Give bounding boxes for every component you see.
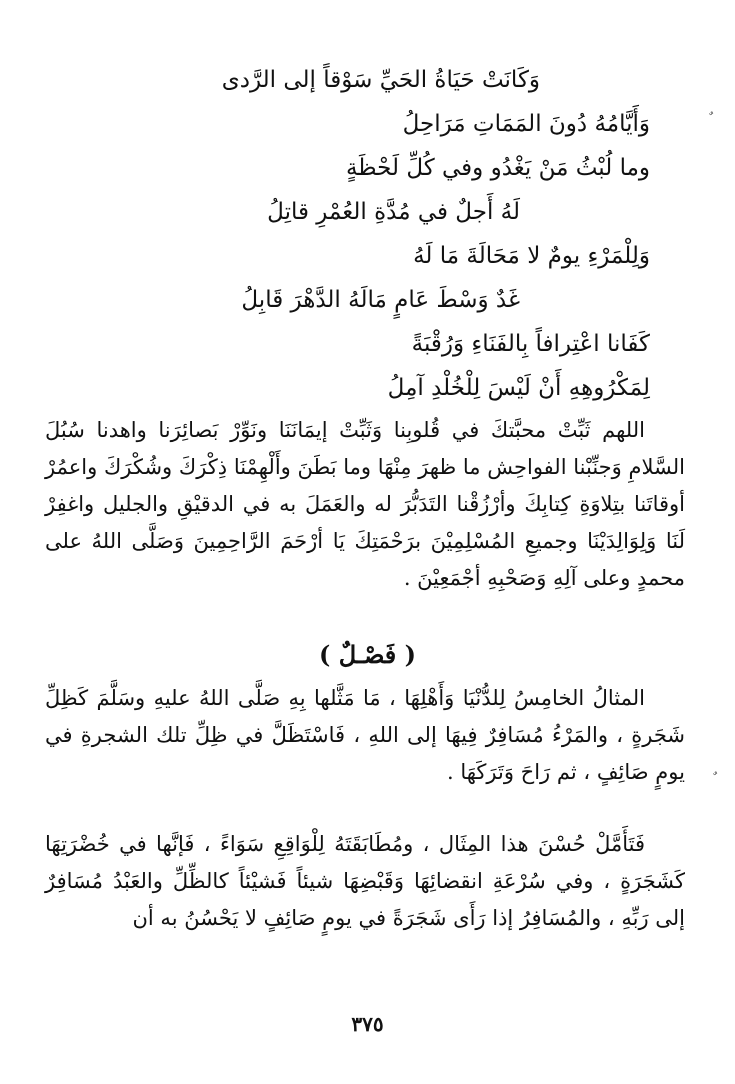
poem-verse: لِمَكْرُوهِهِ أَنْ لَيْسَ لِلْخُلْدِ آمِلُ	[387, 375, 650, 401]
poem-verse: وَأَيَّامُهُ دُونَ المَمَاتِ مَرَاحِلُ	[402, 111, 650, 137]
page-number: ٣٧٥	[351, 1012, 384, 1036]
paragraph-text: المثالُ الخامِسُ لِلدُّنْيَا وَأَهْلِهَا ، مَا مَثَّلها بِهِ صَلَّى اللهُ عليهِ وسَلَّمَ كَظِلِّ شَجَرةٍ ، والمَرْءُ مُسَافِرٌ فِيهَا إلى اللهِ ، فَاسْتَظَلَّ في ظِلِّ تلك الشجرةِ في يومٍ صَائِفٍ ، ثم رَاحَ وَتَرَكَهَا .	[45, 686, 685, 784]
body-paragraph	[45, 680, 685, 791]
poem	[90, 58, 650, 410]
poem-verse: وَكَانَتْ حَيَاةُ الحَيِّ سَوْقاً إلى الرَّدى	[221, 67, 540, 93]
poem-verse: لَهُ أَجلٌ في مُدَّةِ العُمْرِ قاتِلُ	[267, 199, 520, 225]
poem-verse: وما لُبْثُ مَنْ يَغْدُو وفي كُلِّ لَحْظَةٍ	[345, 155, 650, 181]
paragraph-text: فَتَأَمَّلْ حُسْنَ هذا المِثَال ، ومُطَابَقَتَهُ لِلْوَاقِعِ سَوَاءً ، فَإنَّها في خُضْرَتِهَا كَشَجَرَةٍ ، وفي سُرْعَةِ انقضائِهَا وَقَبْضِهَا شيئاً فَشيْئاً كالظِّلِّ والعَبْدُ مُسَافِرٌ إلى رَبِّهِ ، والمُسَافِرُ إذا رَأَى شَجَرَةً في يومٍ صَائِفٍ لا يَحْسُنُ به أن	[45, 832, 685, 930]
poem-verse: غَدٌ وَسْطَ عَامٍ مَالَهُ الدَّهْرَ قَابِلُ	[241, 287, 520, 313]
section-heading: ( فَصْـلٌ )	[319, 640, 416, 669]
dua-text: اللهم ثَبِّتْ محبَّتكَ في قُلوبِنا وَثَبِّتْ إيمَانَنَا ونَوِّرْ بَصائِرَنا واهدنا سُبُلَ السَّلامِ وَجنِّبْنا الفواحِش ما ظهرَ مِنْهَا وما بَطَنَ وأَلْهِمْنَا ذِكْرَكَ وشُكْرَكَ واعمُرْ أوقاتَنا بتِلاوَةِ كِتابِكَ وأرْزُقْنا التَدَبُّرَ له والعَمَلَ به في الدقيْقِ والجليل واغفِرْ لَنَا وَلِوَالِدَيْنَا وجميعِ المُسْلِمِيْنَ برَحْمَتِكَ يَا أرْحَمَ الرَّاحِمِينَ وَصَلَّى اللهُ على محمدٍ وعلى آلِهِ وَصَحْبِهِ أجْمَعِيْنَ .	[45, 418, 685, 590]
poem-verse: كَفَانا اعْتِرافاً بِالفَنَاءِ وَرُقْبَةً	[411, 331, 650, 357]
body-paragraph	[45, 826, 685, 937]
poem-verse: وَلِلْمَرْءِ يومٌ لا مَحَالَةَ مَا لَهُ	[413, 243, 650, 269]
dua-paragraph	[45, 412, 685, 597]
